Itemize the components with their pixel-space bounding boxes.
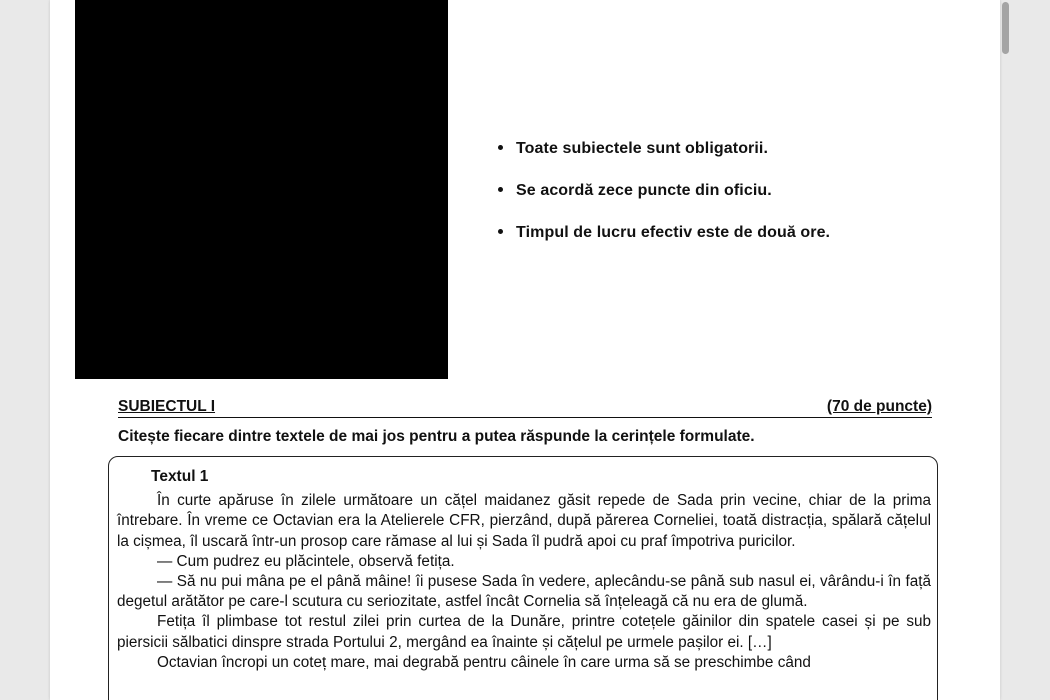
text-1-title: Textul 1 [151,468,209,485]
text-1-box [108,456,938,700]
subject-instruction: Citește fiecare dintre textele de mai jos pentru a putea răspunde la cerințele formulate. [118,428,755,445]
text-paragraph: Fetița îl plimbase tot restul zilei prin curtea de la Dunăre, printre cotețele găinilor din spatele casei și pe sub piersicii sălbatici dinspre strada Portului 2, mergând ea înainte și cățelul pe urmele pașilor ei. […] [117,613,931,651]
exam-rule: Toate subiectele sunt obligatorii. [498,128,830,170]
exam-rules-list [498,128,830,254]
document-page [50,0,1000,700]
redacted-block [75,0,448,379]
text-paragraph: Octavian încropi un coteț mare, mai degrabă pentru câinele în care urma să se preschimbe când [157,653,811,671]
subject-points: (70 de puncte) [826,398,932,415]
text-paragraph: — Cum pudrez eu plăcintele, observă fetița. [157,552,455,570]
vertical-scrollbar[interactable] [1002,0,1009,700]
exam-rule: Timpul de lucru efectiv este de două ore. [498,212,830,254]
text-paragraph: În curte apăruse în zilele următoare un cățel maidanez găsit repede de Sada prin vecine, chiar de la prima întrebare. În vreme ce Octavian era la Atelierele CFR, pierzând, după părerea Corneliei, toată distracția, spălară cățelul la cișmea, îl uscară într-un prosop care rămase al lui și Sada îl pudră apoi cu praf împotriva puricilor. [117,492,931,550]
text-paragraph: — Să nu pui mâna pe el până mâine! îi pusese Sada în vedere, aplecându-se până sub nasul ei, vârându-i în față degetul arătător pe care-l scutura cu seriozitate, astfel încât Cornelia să înțeleagă că nu era de glumă. [117,573,931,611]
subject-title: SUBIECTUL I [118,398,216,415]
exam-rule: Se acordă zece puncte din oficiu. [498,170,830,212]
scrollbar-thumb[interactable] [1002,2,1009,54]
subject-heading [118,398,932,418]
